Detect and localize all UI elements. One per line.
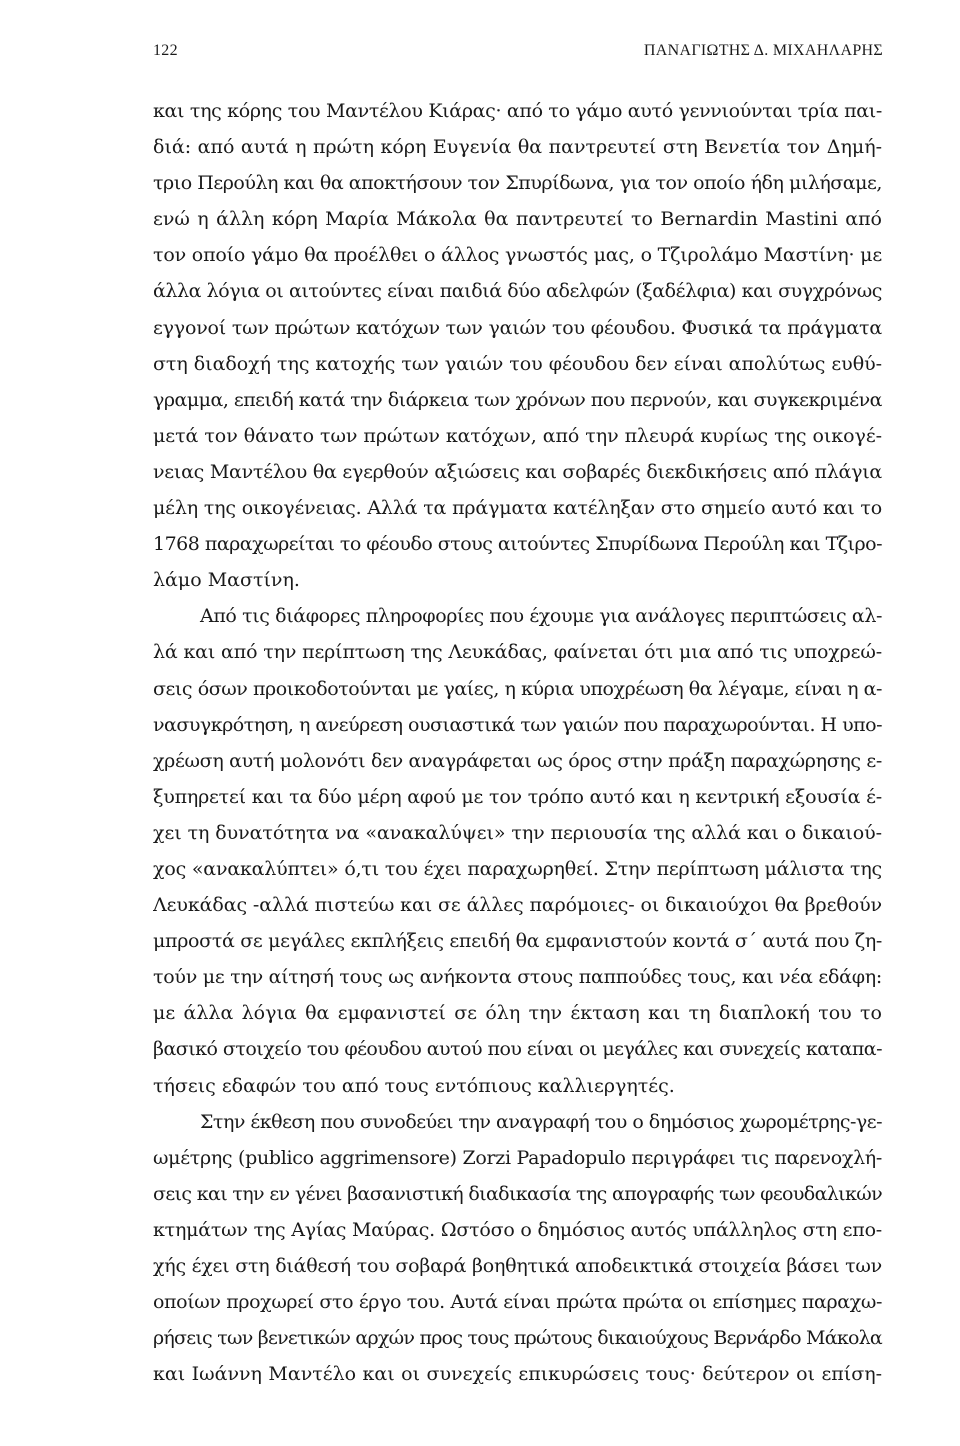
text-line: νασυγκρότηση, η ανεύρεση ουσιαστικά των γαιών που παραχωρούνται. Η υπο- bbox=[153, 713, 882, 736]
text-line: 1768 παραχωρείται το φέουδο στους αιτούντες Σπυρίδωνα Περούλη και Τζιρο- bbox=[153, 533, 882, 556]
text-line: τριο Περούλη και θα αποκτήσουν τον Σπυρίδωνα, για τον οποίο ήδη μιλήσαμε, bbox=[153, 172, 882, 195]
text-line: στη διαδοχή της κατοχής των γαιών του φέουδου δεν είναι απολύτως ευθύ- bbox=[153, 352, 882, 375]
text-line: με άλλα λόγια θα εμφανιστεί σε όλη την έκταση και τη διαπλοκή του το bbox=[153, 1002, 882, 1025]
text-line: τούν με την αίτησή τους ως ανήκοντα στους παππούδες τους, και νέα εδάφη: bbox=[153, 966, 882, 989]
text-line: σεις όσων προικοδοτούνται με γαίες, η κύρια υποχρέωση θα λέγαμε, είναι η α- bbox=[153, 677, 882, 700]
text-line: τον οποίο γάμο θα προέλθει ο άλλος γνωστός μας, ο Τζιρολάμο Μαστίνη· με bbox=[153, 244, 882, 267]
page-number: 122 bbox=[153, 42, 178, 59]
text-line: ωμέτρης (publico aggrimensore) Zorzi Papadopulo περιγράφει τις παρενοχλή- bbox=[153, 1146, 882, 1169]
text-line: ρήσεις των βενετικών αρχών προς τους πρώτους δικαιούχους Βερνάρδο Μάκολα bbox=[153, 1327, 882, 1350]
text-line: οποίων προχωρεί στο έργο του. Αυτά είναι πρώτα πρώτα οι επίσημες παραχω- bbox=[153, 1291, 882, 1314]
text-line: κτημάτων της Αγίας Μαύρας. Ωστόσο ο δημόσιος αυτός υπάλληλος στη επο- bbox=[153, 1218, 882, 1241]
running-head: ΠΑΝΑΓΙΩΤΗΣ Δ. ΜΙΧΑΗΛΑΡΗΣ bbox=[643, 42, 883, 59]
text-line: τήσεις εδαφών του από τους εντόπιους καλλιεργητές. bbox=[153, 1074, 675, 1097]
text-line: Λευκάδας -αλλά πιστεύω και σε άλλες παρόμοιες- οι δικαιούχοι θα βρεθούν bbox=[153, 894, 882, 917]
text-line: εγγονοί των πρώτων κατόχων των γαιών του φέουδου. Φυσικά τα πράγματα bbox=[153, 316, 882, 339]
text-line: χής έχει στη διάθεσή του σοβαρά βοηθητικά αποδεικτικά στοιχεία βάσει των bbox=[153, 1255, 882, 1277]
text-line: χρέωση αυτή μολονότι δεν αναγράφεται ως όρος στην πράξη παραχώρησης ε- bbox=[153, 749, 882, 772]
text-line: και Ιωάννη Μαντέλο και οι συνεχείς επικυρώσεις τους· δεύτερον οι επίση- bbox=[153, 1363, 882, 1386]
text-line: λά και από την περίπτωση της Λευκάδας, φαίνεται ότι μια από τις υποχρεώ- bbox=[153, 641, 882, 664]
text-line: νειας Μαντέλου θα εγερθούν αξιώσεις και σοβαρές διεκδικήσεις από πλάγια bbox=[153, 460, 883, 483]
text-line: βασικό στοιχείο του φέουδου αυτού που είναι οι μεγάλες και συνεχείς καταπα- bbox=[153, 1038, 882, 1061]
text-line: χος «ανακαλύπτει» ό,τι του έχει παραχωρηθεί. Στην περίπτωση μάλιστα της bbox=[153, 857, 882, 880]
text-line: ενώ η άλλη κόρη Μαρία Μάκολα θα παντρευτεί το Bernardin Mastini από bbox=[153, 208, 882, 231]
text-line: Από τις διάφορες πληροφορίες που έχουμε για ανάλογες περιπτώσεις αλ- bbox=[200, 605, 882, 628]
page-header bbox=[153, 42, 883, 66]
text-line: λάμο Μαστίνη. bbox=[153, 569, 300, 592]
text-line: άλλα λόγια οι αιτούντες είναι παιδιά δύο αδελφών (ξαδέλφια) και συγχρόνως bbox=[153, 280, 882, 303]
text-line: και της κόρης του Μαντέλου Κιάρας· από το γάμο αυτό γεννιούνται τρία παι- bbox=[153, 100, 882, 122]
text-line: γραμμα, επειδή κατά την διάρκεια των χρόνων που περνούν, και συγκεκριμένα bbox=[153, 388, 882, 411]
text-line: μετά τον θάνατο των πρώτων κατόχων, από την πλευρά κυρίως της οικογέ- bbox=[153, 424, 882, 447]
text-line: Στην έκθεση που συνοδεύει την αναγραφή του ο δημόσιος χωρομέτρης-γε- bbox=[200, 1110, 882, 1133]
text-line: μέλη της οικογένειας. Αλλά τα πράγματα κατέληξαν στο σημείο αυτό και το bbox=[153, 497, 882, 520]
text-line: μπροστά σε μεγάλες εκπλήξεις επειδή θα εμφανιστούν κοντά σ΄ αυτά που ζη- bbox=[153, 930, 882, 953]
text-line: ξυπηρετεί και τα δύο μέρη αφού με τον τρόπο αυτό και η κεντρική εξουσία έ- bbox=[153, 785, 882, 808]
text-line: σεις και την εν γένει βασανιστική διαδικασία της απογραφής των φεουδαλικών bbox=[153, 1182, 882, 1205]
body-text bbox=[153, 93, 883, 1392]
text-line: διά: από αυτά η πρώτη κόρη Ευγενία θα παντρευτεί στη Βενετία τον Δημή- bbox=[153, 136, 882, 159]
text-line: χει τη δυνατότητα να «ανακαλύψει» την περιουσία της αλλά και ο δικαιού- bbox=[153, 821, 882, 844]
